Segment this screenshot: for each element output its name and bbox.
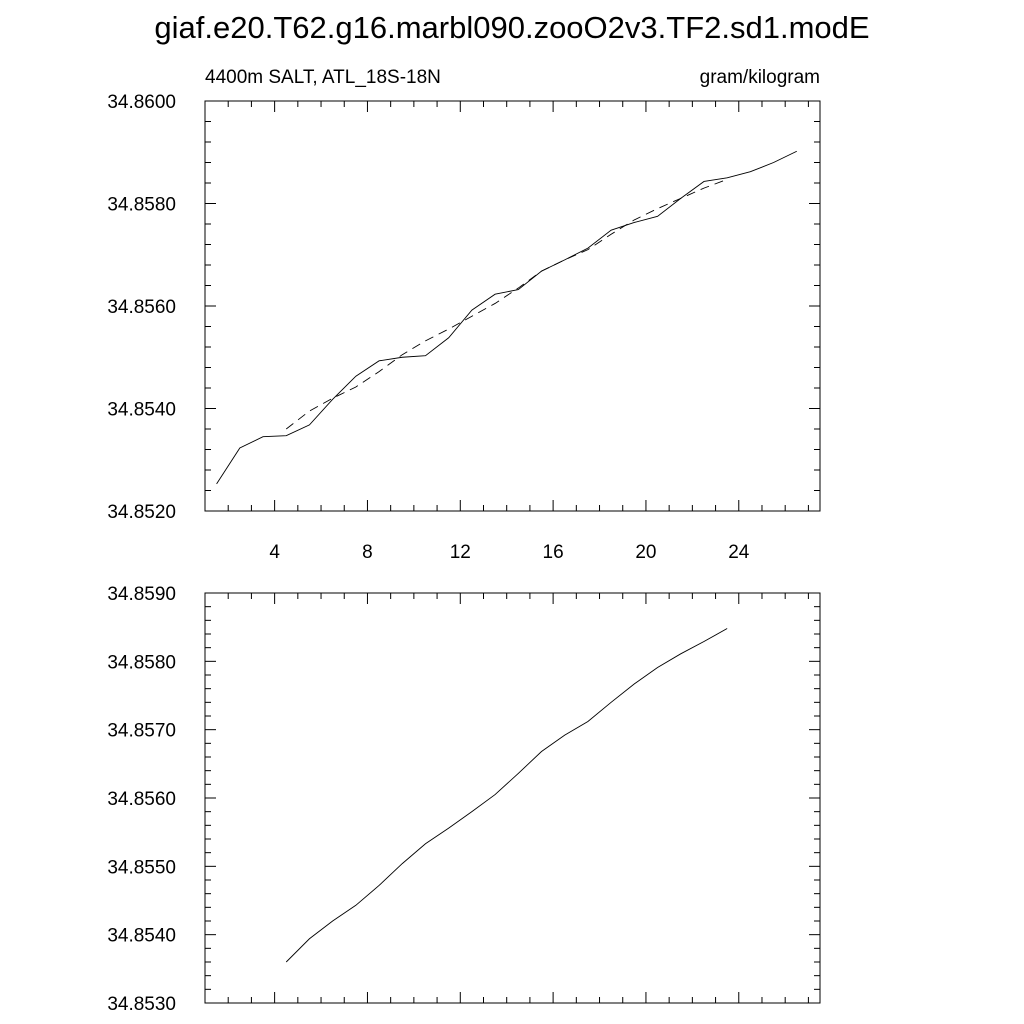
top-plot-frame — [205, 101, 820, 511]
top-y-tick-label: 34.8580 — [107, 194, 176, 216]
bottom-y-tick-label: 34.8560 — [107, 789, 176, 810]
top-panel — [107, 92, 820, 563]
top-x-tick-label: 24 — [728, 542, 750, 563]
top-series-solid-line — [217, 151, 797, 484]
bottom-plot-frame — [205, 593, 820, 1003]
bottom-y-tick-label: 34.8540 — [107, 925, 176, 947]
top-y-tick-label: 34.8520 — [107, 502, 176, 523]
top-y-tick-label: 34.8560 — [107, 297, 176, 318]
top-panel-right-label: gram/kilogram — [699, 67, 820, 88]
top-y-tick-label: 34.8600 — [107, 92, 176, 113]
bottom-y-tick-label: 34.8530 — [107, 994, 176, 1015]
top-y-tick-label: 34.8540 — [107, 399, 176, 421]
bottom-series-solid-line — [286, 629, 727, 962]
top-x-tick-label: 12 — [449, 542, 471, 563]
top-x-tick-label: 8 — [362, 542, 373, 563]
bottom-y-tick-label: 34.8590 — [107, 584, 176, 605]
bottom-y-tick-label: 34.8570 — [107, 720, 176, 742]
bottom-y-tick-label: 34.8550 — [107, 857, 176, 879]
bottom-y-tick-label: 34.8580 — [107, 652, 176, 674]
top-panel-left-label: 4400m SALT, ATL_18S-18N — [205, 67, 441, 88]
top-x-tick-label: 20 — [635, 542, 657, 563]
top-series-dashed-line — [286, 179, 727, 429]
chart-title: giaf.e20.T62.g16.marbl090.zooO2v3.TF2.sd1.modE — [154, 10, 870, 45]
top-x-tick-label: 16 — [542, 542, 564, 563]
top-x-tick-label: 4 — [269, 542, 280, 563]
bottom-panel — [107, 584, 820, 1015]
